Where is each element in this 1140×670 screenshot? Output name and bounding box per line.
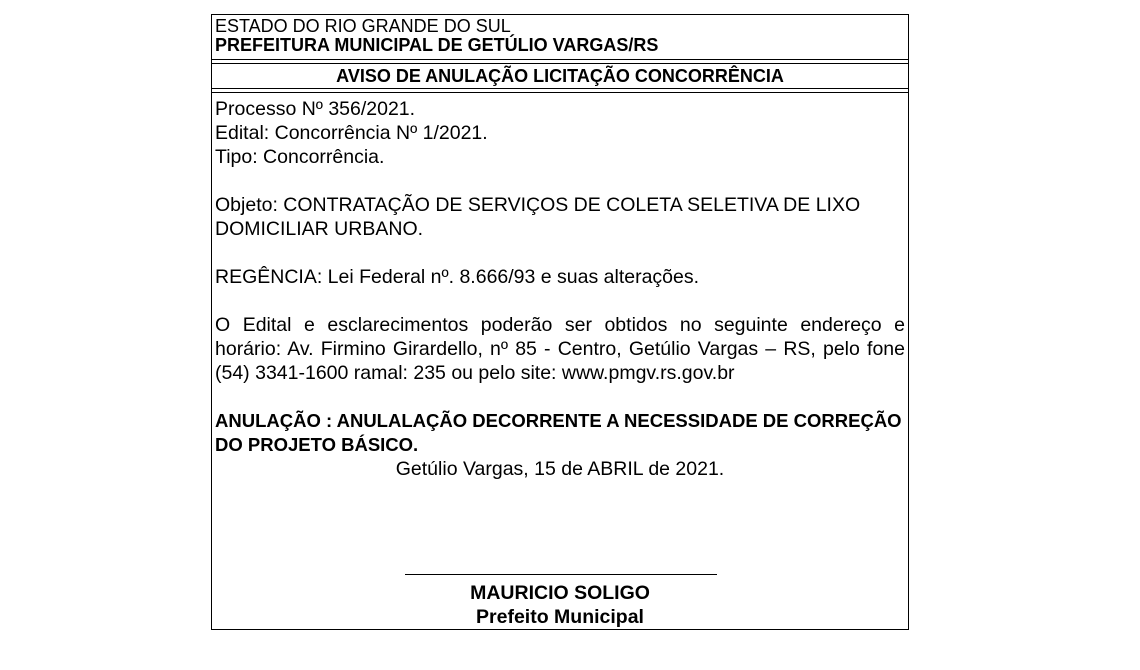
- notice-title: AVISO DE ANULAÇÃO LICITAÇÃO CONCORRÊNCIA: [336, 66, 784, 86]
- process-number: Processo Nº 356/2021.: [215, 98, 416, 120]
- regency-law: REGÊNCIA: Lei Federal nº. 8.666/93 e suas alterações.: [215, 266, 700, 288]
- contact-info: O Edital e esclarecimentos poderão ser obtidos no seguinte endereço e horário: Av. Firmino Girardello, nº 85 - Centro, Getúlio Vargas – RS, pelo fone (54) 3341-1600 ramal: 235 ou pelo site: www.pmgv.rs.gov.br: [215, 314, 905, 384]
- edital-number: Edital: Concorrência Nº 1/2021.: [215, 122, 488, 144]
- signature-line: [405, 574, 717, 575]
- place-and-date: Getúlio Vargas, 15 de ABRIL de 2021.: [395, 458, 725, 480]
- notice-body: [212, 93, 908, 481]
- tender-object: Objeto: CONTRATAÇÃO DE SERVIÇOS DE COLETA SELETIVA DE LIXO DOMICILIAR URBANO.: [215, 194, 861, 240]
- municipality-name: PREFEITURA MUNICIPAL DE GETÚLIO VARGAS/RS: [215, 35, 659, 55]
- signatory-role: Prefeito Municipal: [476, 606, 644, 628]
- signatory-name: MAURICIO SOLIGO: [470, 582, 650, 604]
- notice-header: [212, 15, 908, 59]
- notice-document: [211, 14, 909, 630]
- annulment-reason: ANULAÇÃO : ANULALAÇÃO DECORRENTE A NECESSIDADE DE CORREÇÃO DO PROJETO BÁSICO.: [215, 410, 902, 455]
- state-name: ESTADO DO RIO GRANDE DO SUL: [215, 16, 511, 36]
- tender-type: Tipo: Concorrência.: [215, 146, 385, 168]
